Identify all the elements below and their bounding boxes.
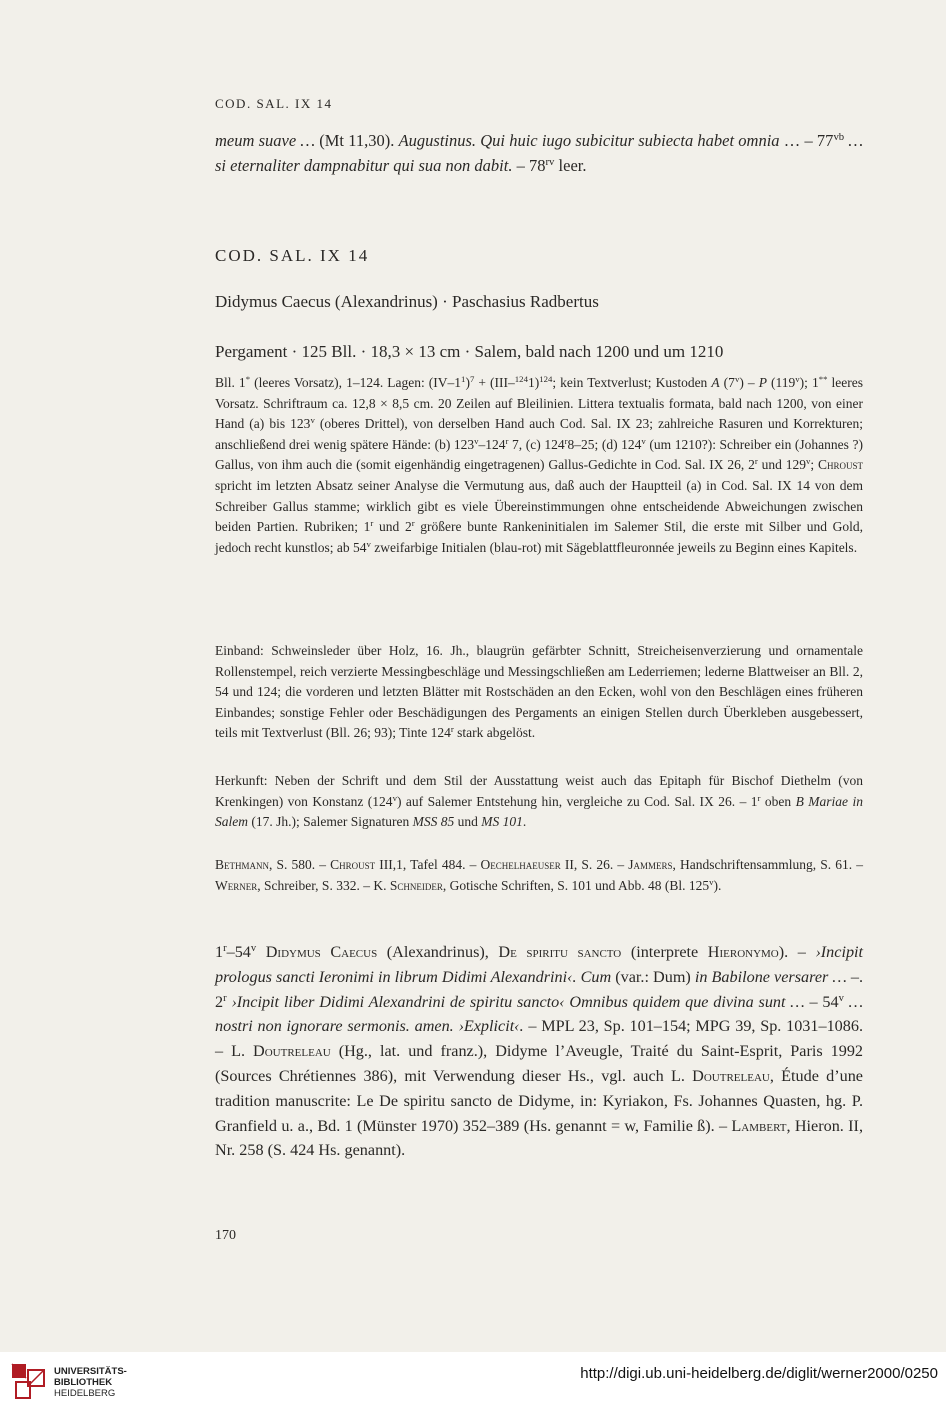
intro-text: (Mt 11,30). xyxy=(315,131,399,150)
text: , Étude d’une tradition manuscrite: Le De spiritu sancto de Didyme, in: Kyriakon, Fs. Johannes Quasten, hg. P. Granfield u. a., Bd. 1 (Münster 1970) 352–389 (Hs. genannt = w, Familie ß). – xyxy=(215,1066,863,1135)
author-name: Chroust xyxy=(330,857,376,872)
author-name: Doutreleau xyxy=(253,1042,331,1061)
superscript: v xyxy=(310,415,315,426)
custode-letter: A xyxy=(711,375,720,390)
author-name: Hieronymo xyxy=(707,943,779,961)
author-name: Chroust xyxy=(817,457,863,473)
text: 1 xyxy=(215,943,224,961)
text: und 129 xyxy=(757,457,806,473)
author-name: Jammers xyxy=(628,857,673,872)
author-name: Werner xyxy=(215,877,258,893)
superscript: v xyxy=(805,456,811,467)
logo-line-3: HEIDELBERG xyxy=(54,1387,116,1399)
text: (var.: Dum) xyxy=(611,967,695,986)
superscript: 7 xyxy=(469,374,475,385)
text: und 2 xyxy=(373,519,412,535)
binding-paragraph xyxy=(215,641,863,744)
intro-author: Augustinus. xyxy=(398,131,477,150)
text: ) xyxy=(465,375,470,390)
superscript: ** xyxy=(818,374,828,385)
text: Bll. 1 xyxy=(215,375,246,390)
superscript: v xyxy=(838,992,844,1004)
superscript: v xyxy=(641,435,646,446)
superscript: 124 xyxy=(514,374,528,385)
explicit: … nostri non ignorare sermonis. amen. ›Explicit‹. xyxy=(215,992,864,1036)
text: – 54 xyxy=(804,992,839,1011)
shelfmark: MSS 85 xyxy=(412,814,455,830)
author-name: K. Schneider xyxy=(373,877,443,893)
logo-line-1: UNIVERSITÄTS- xyxy=(54,1365,127,1377)
source-url-link[interactable]: http://digi.ub.uni-heidelberg.de/diglit/werner2000/0250 xyxy=(580,1365,938,1382)
author-name: Didymus Caecus xyxy=(265,943,378,961)
shelfmark: MS 101 xyxy=(481,814,523,830)
text: ) auf Salemer Entstehung hin, vergleiche zu Cod. Sal. IX 26. – 1 xyxy=(396,793,758,809)
library-logo-icon xyxy=(10,1362,48,1402)
intro-incipit: meum suave … xyxy=(215,131,316,150)
superscript: v xyxy=(250,943,257,955)
text: III,1, Tafel 484. – xyxy=(375,857,481,872)
superscript: r xyxy=(411,518,415,529)
superscript: * xyxy=(245,374,251,385)
text: + (III– xyxy=(474,375,515,390)
text: . xyxy=(522,814,527,830)
text: ; kein Textverlust; Kustoden xyxy=(552,375,712,390)
codex-title: COD. SAL. IX 14 xyxy=(215,246,370,265)
author-name: Lambert xyxy=(731,1116,787,1135)
text: , S. 580. – xyxy=(269,857,331,872)
intro-paragraph xyxy=(215,128,863,178)
superscript: vb xyxy=(833,131,845,144)
custode-letter: P xyxy=(758,375,767,390)
intro-text: … – 77 xyxy=(783,131,834,150)
text: stark abgelöst. xyxy=(453,725,536,741)
literature-paragraph xyxy=(215,855,863,896)
work-name: De spiritu sancto xyxy=(498,943,622,961)
superscript: r xyxy=(757,792,761,803)
text: ) – xyxy=(739,375,759,390)
text: , Hieron. II, Nr. 258 (S. 424 Hs. genannt). xyxy=(215,1116,863,1160)
superscript: r xyxy=(505,435,509,446)
text: 1) xyxy=(527,375,540,390)
superscript: v xyxy=(795,374,800,385)
text: und xyxy=(454,814,482,830)
text: ). xyxy=(713,877,722,893)
intro-incipit: Qui huic iugo subicitur subiecta habet omnia xyxy=(480,131,780,150)
text: ). – xyxy=(778,943,816,961)
inscription: B Mariae in Salem xyxy=(215,793,863,830)
incipit: ›Incipit liber Didimi Alexandrini de spiritu sancto‹ Omnibus quidem que divina sunt … xyxy=(231,992,805,1011)
superscript: v xyxy=(366,538,371,549)
text: –. 2 xyxy=(215,967,863,1011)
text: leeres Vorsatz. Schriftraum ca. 12,8 × 8,5 cm. 20 Zeilen auf Bleilinien. Littera textualis formata, bald nach 1200, von einer Hand (a) bis 123 xyxy=(215,375,864,432)
text: ; xyxy=(810,457,818,473)
rubric: ›Incipit prologus sancti Ieronimi in librum Didimi Alexandrini‹. Cum xyxy=(215,943,864,986)
text: (oberes Drittel), von derselben Hand auch Cod. Sal. IX 23; zahlreiche Rasuren und Korrekturen; anschließend drei wenig spätere Hände: (b) 123 xyxy=(215,416,863,452)
text: Einband: Schweinsleder über Holz, 16. Jh., blaugrün gefärbter Schnitt, Streicheisenverzierung und ornamentale Rollenstempel, reich verzierte Messingbeschläge und Messingschließen am Lederriemen; lederne Blattweiser an Bll. 2, 54 und 124; die vorderen und letzten Blätter mit Rostschäden an den Ecken, wohl von den Beschlägen eines früheren Einbandes; sonstige Fehler oder Beschädigungen des Pergaments an einigen Stellen durch Überkleben ausgebessert, teils mit Textverlust (Bll. 26; 93); Tinte 124 xyxy=(215,643,863,741)
text: (119 xyxy=(766,375,796,390)
library-logo-text xyxy=(54,1366,127,1399)
text: ); 1 xyxy=(799,375,819,390)
author-name: Doutreleau xyxy=(692,1066,770,1085)
text: , Schreiber, S. 332. – xyxy=(257,877,374,893)
text: zweifarbige Initialen (blau-rot) mit Sägeblattfleuronnée jeweils zu Beginn eines Kapitels. xyxy=(370,539,858,555)
intro-explicit: … si eternaliter dampnabitur qui sua non dabit. xyxy=(215,131,864,175)
text: (um 1210?): Schreiber ein (Johannes ?) Gallus, von ihm auch die (somit eigenhändig eingetragenen) Gallus-Gedichte in Cod. Sal. IX 26, 2 xyxy=(215,436,863,473)
text: Herkunft: Neben der Schrift und dem Stil der Ausstattung weist auch das Epitaph für Bischof Diethelm (von Krenkingen) von Konstanz (124 xyxy=(215,773,863,809)
codicology-paragraph xyxy=(215,373,863,558)
incipit: in Babilone versarer … xyxy=(694,967,847,986)
text: oben xyxy=(760,793,796,809)
text: II, S. 26. – xyxy=(560,857,629,872)
text: (7 xyxy=(719,375,735,390)
codex-summary: Pergament · 125 Bll. · 18,3 × 13 cm · Salem, bald nach 1200 und um 1210 xyxy=(215,342,724,361)
text: (interprete xyxy=(621,943,708,961)
superscript: 1 xyxy=(461,374,466,385)
intro-text: – 78 xyxy=(512,156,546,175)
library-logo[interactable] xyxy=(10,1362,127,1402)
text: – MPL 23, Sp. 101–154; MPG 39, Sp. 1031–1086. – L. xyxy=(215,1017,863,1061)
text: , Handschriftensammlung, S. 61. – xyxy=(672,857,864,872)
superscript: v xyxy=(392,792,397,803)
superscript: 124 xyxy=(539,374,553,385)
superscript: v xyxy=(709,876,714,887)
text: (17. Jh.); Salemer Signaturen xyxy=(248,814,413,830)
text: –54 xyxy=(226,943,251,961)
text: , Gotische Schriften, S. 101 und Abb. 48 (Bl. 125 xyxy=(442,877,710,893)
text: –124 xyxy=(478,436,506,452)
superscript: r xyxy=(370,518,374,529)
superscript: r xyxy=(450,724,454,735)
text: (leeres Vorsatz), 1–124. Lagen: (IV–1 xyxy=(250,375,462,390)
content-entry-paragraph xyxy=(215,940,863,1163)
superscript: v xyxy=(734,374,740,385)
page-number: 170 xyxy=(215,1228,236,1243)
author-name: Bethmann xyxy=(215,857,269,872)
logo-line-2: BIBLIOTHEK xyxy=(54,1376,113,1388)
superscript: r xyxy=(223,992,227,1004)
footer-bar xyxy=(0,1352,946,1420)
superscript: r xyxy=(223,943,227,955)
work-title: Didymus Caecus (Alexandrinus) · Paschasius Radbertus xyxy=(215,292,599,311)
running-head: COD. SAL. IX 14 xyxy=(215,96,333,111)
text: 7, (c) 124 xyxy=(508,436,565,452)
text: (Hg., lat. und franz.), Didyme l’Aveugle, Traité du Saint-Esprit, Paris 1992 (Sources Chrétiennes 386), mit Verwendung dieser Hs., vgl. auch L. xyxy=(215,1042,864,1085)
author-name: Oechelhaeuser xyxy=(480,857,561,872)
text xyxy=(256,943,266,961)
text: (Alexandrinus), xyxy=(377,943,499,961)
provenance-paragraph xyxy=(215,771,863,833)
text: größere bunte Rankeninitialen im Salemer Stil, die erste mit Silber und Gold, jedoch recht kunstlos; ab 54 xyxy=(215,519,864,555)
superscript: r xyxy=(754,456,758,467)
text: 8–25; (d) 124 xyxy=(567,436,642,452)
superscript: r xyxy=(564,435,568,446)
superscript: v xyxy=(474,435,479,446)
text: spricht im letzten Absatz seiner Analyse die Vermutung aus, daß auch der Hauptteil (a) in Cod. Sal. IX 14 von dem Schreiber Gallus stamme; wirklich gibt es viele Übereinstimmungen ohne entscheidende Abweichungen zwischen beiden Partien. Rubriken; 1 xyxy=(215,477,863,535)
superscript: rv xyxy=(545,156,555,169)
intro-text: leer. xyxy=(554,156,587,175)
